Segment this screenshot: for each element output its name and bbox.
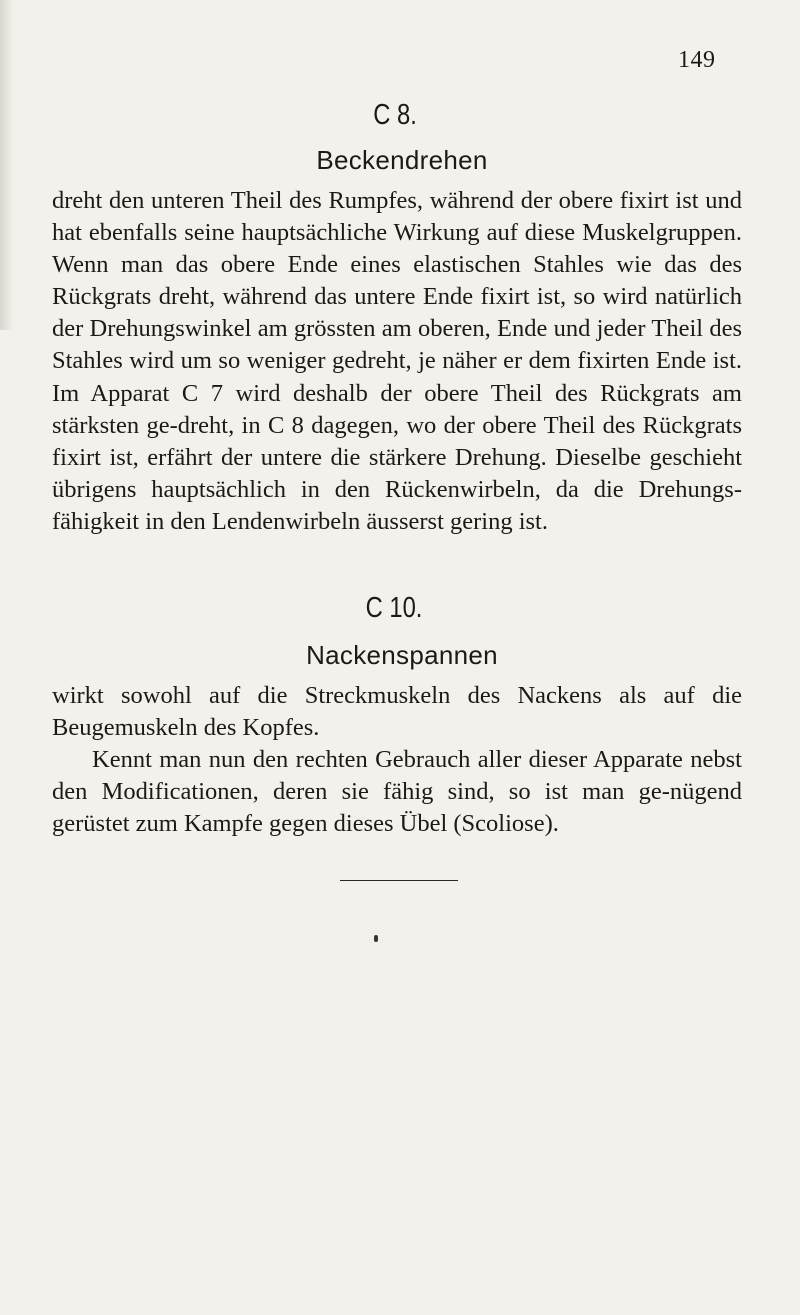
closing-rule	[340, 880, 458, 881]
page-number: 149	[678, 47, 716, 73]
ink-speck	[374, 935, 378, 942]
paragraph-beckendrehen: dreht den unteren Theil des Rumpfes, während der obere fixirt ist und hat ebenfalls seine hauptsächliche Wirkung auf diese Muskelgruppen. Wenn man das obere Ende eines elastischen Stahles wie das des Rückgrats dreht, während das untere Ende fixirt ist, so wird natürlich der Drehungswinkel am grössten am oberen, Ende und jeder Theil des Stahles wird um so weniger gedreht, je näher er dem fixirten Ende ist. Im Apparat C 7 wird deshalb der obere Theil des Rückgrats am stärksten ge-dreht, in C 8 dagegen, wo der obere Theil des Rückgrats fixirt ist, erfährt der untere die stärkere Drehung. Dieselbe geschieht übrigens hauptsächlich in den Rückenwirbeln, da die Drehungs-fähigkeit in den Lendenwirbeln äusserst gering ist.	[52, 187, 742, 535]
section-title-beckendrehen: Beckendrehen	[316, 145, 488, 175]
section-code-c10: C 10.	[365, 592, 423, 624]
section-title-nackenspannen: Nackenspannen	[306, 640, 498, 670]
paragraph-conclusion: Kennt man nun den rechten Gebrauch aller dieser Apparate nebst den Modificationen, deren sie fähig sind, so ist man ge-nügend gerüstet zum Kampfe gegen dieses Übel (Scoliose).	[52, 746, 742, 838]
paragraph-nackenspannen: wirkt sowohl auf die Streckmuskeln des Nackens als auf die Beugemuskeln des Kopfes.	[52, 682, 742, 742]
section-code-c8: C 8.	[373, 99, 417, 131]
